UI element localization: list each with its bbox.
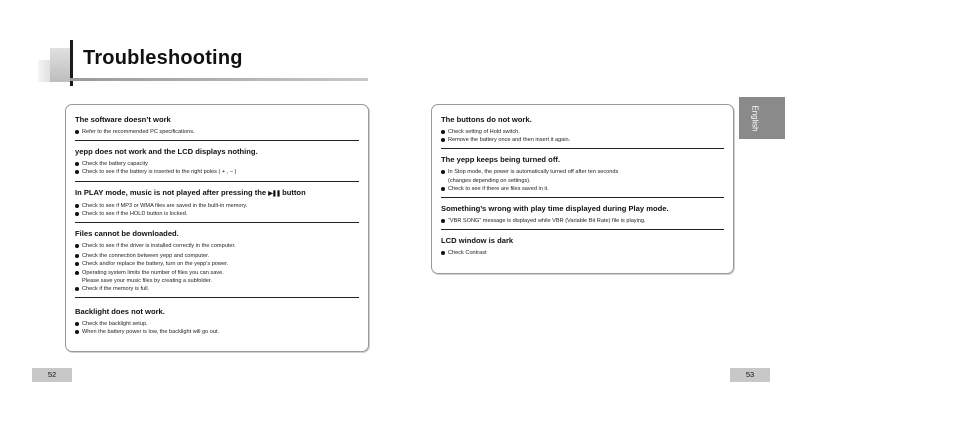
list-item: When the battery power is low, the backlight will go out. <box>75 328 359 336</box>
list-item: Check Contrast <box>441 249 724 257</box>
play-pause-icon: ▶❚❚ <box>268 190 280 197</box>
language-tab <box>739 97 785 139</box>
page-number: 53 <box>730 368 770 382</box>
list-item: Check to see if the driver is installed correctly in the computer. <box>75 242 359 250</box>
section-title-part: button <box>282 187 306 197</box>
section-title: The yepp keeps being turned off. <box>441 155 560 165</box>
list-item: “VBR SONG” message is displayed while VBR (Variable Bit Rate) file is playing. <box>441 217 724 225</box>
list-item: Check to see if MP3 or WMA files are saved in the built-in memory. <box>75 202 359 210</box>
page-number: 52 <box>32 368 72 382</box>
page-title: Troubleshooting <box>83 47 243 69</box>
section-title: The software doesn’t work <box>75 115 171 124</box>
list-item: Remove the battery once and then insert it again. <box>441 136 724 144</box>
list-item: Check the battery capacity <box>75 160 359 168</box>
language-label: English <box>750 104 760 132</box>
list-item-line: In Stop mode, the power is automatically turned off after ten seconds <box>448 169 619 176</box>
troubleshooting-box-right <box>431 104 734 274</box>
section-title: yepp does not work and the LCD displays nothing. <box>75 147 258 157</box>
list-item-line: (changes depending on settings). <box>448 177 531 184</box>
list-item: Check and/or replace the battery, turn on the yepp's power. <box>75 260 359 268</box>
list-item: Check the connection between yepp and computer. <box>75 252 359 260</box>
section-buttons <box>441 115 724 149</box>
list-item: Refer to the recommended PC specifications. <box>75 128 359 136</box>
section-title: Files cannot be downloaded. <box>75 229 179 239</box>
section-title-part: In PLAY mode, music is not played after pressing the <box>75 187 267 197</box>
section-play-time <box>441 204 724 230</box>
section-turned-off <box>441 155 724 198</box>
section-title: LCD window is dark <box>441 236 514 246</box>
section-title: The buttons do not work. <box>441 115 532 124</box>
list-item-line: Please save your music files by creating a subfolder. <box>82 277 212 284</box>
list-item-line: Operating system limits the number of files you can save. <box>82 269 224 276</box>
list-item: Check the backlight setup. <box>75 320 359 328</box>
section-title: Backlight does not work. <box>75 307 165 317</box>
section-title: Something’s wrong with play time displayed during Play mode. <box>441 204 669 214</box>
list-item: Check if the memory is full. <box>75 285 359 293</box>
list-item: Check setting of Hold switch. <box>441 128 724 136</box>
section-lcd-dark <box>441 236 724 261</box>
list-item: Check to see if there are files saved in it. <box>441 185 724 193</box>
list-item: Check to see if the battery is inserted to the right poles ( + , – ) <box>75 168 359 176</box>
list-item <box>441 168 724 184</box>
list-item: Check to see if the HOLD button is locked. <box>75 210 359 218</box>
